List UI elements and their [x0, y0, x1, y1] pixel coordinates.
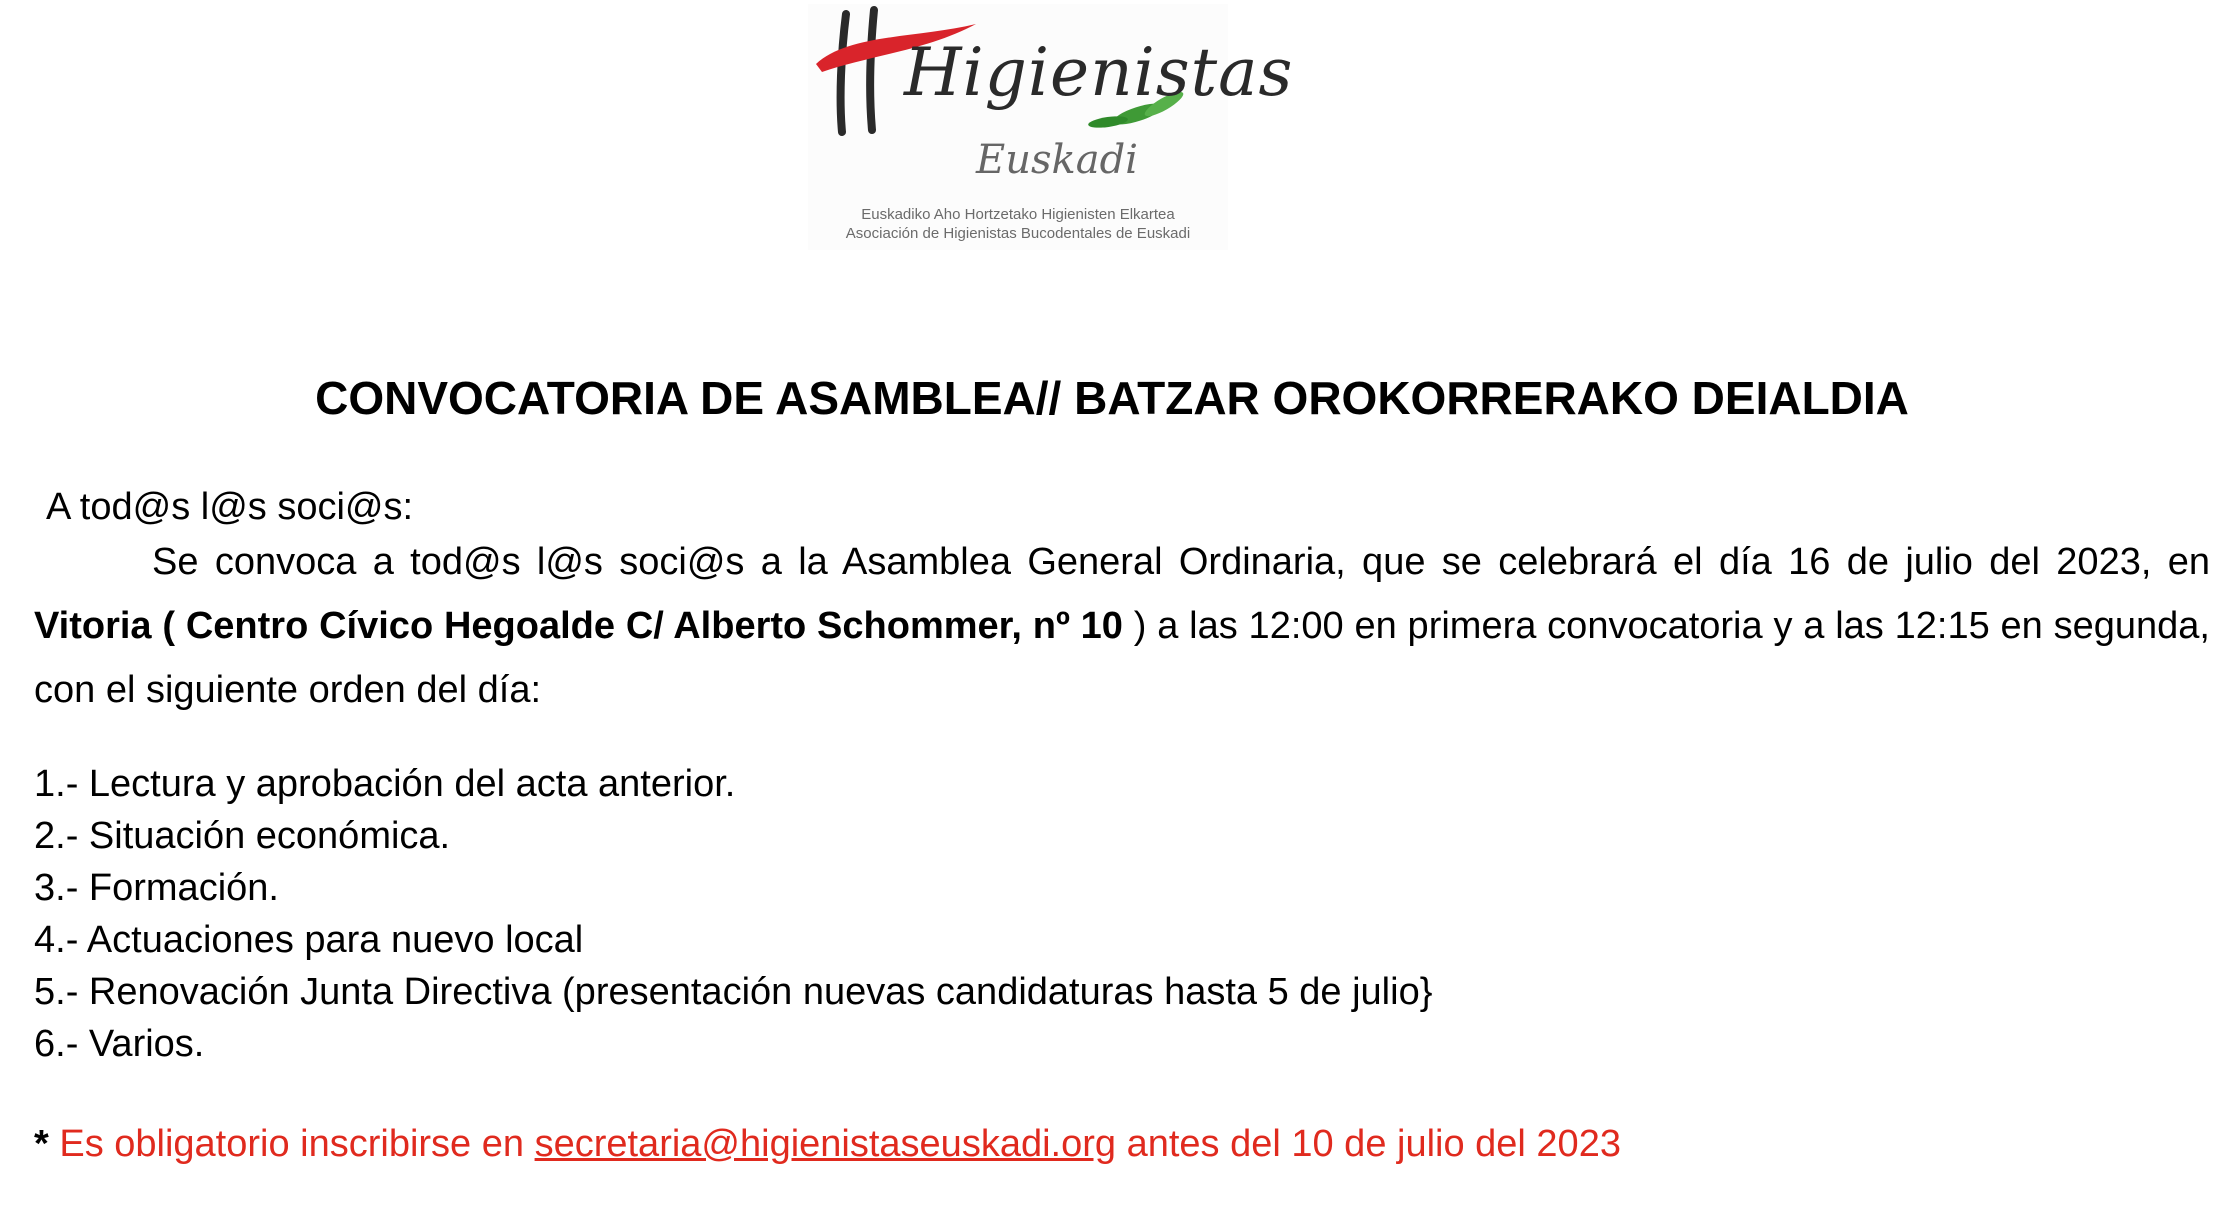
agenda-item: 6.- Varios.: [34, 1023, 205, 1065]
paragraph-text-2: ) a las 12:00 en primera convocatoria y a las 12:15 en segunda, con el siguiente orden del día:: [34, 605, 2210, 711]
agenda-item: 2.- Situación económica.: [34, 815, 451, 857]
agenda-list: [34, 758, 1432, 1070]
logo-wordmark: Higienistas: [904, 34, 1294, 111]
agenda-item: 3.- Formación.: [34, 867, 279, 909]
notice-text-1: Es obligatorio inscribirse en: [48, 1123, 535, 1165]
logo-region: Euskadi: [976, 137, 1138, 183]
asterisk: *: [34, 1123, 49, 1165]
meeting-city: Vitoria: [34, 605, 152, 647]
paragraph-text-1: Se convoca a tod@s l@s soci@s a la Asamblea General Ordinaria, que se celebrará el día 16 de julio del 2023, en: [152, 541, 2210, 583]
logo-h-left-stroke: [841, 14, 846, 132]
salutation: A tod@s l@s soci@s:: [46, 486, 414, 528]
secretary-email-link[interactable]: secretaria@higienistaseuskadi.org: [534, 1123, 1117, 1165]
convocation-paragraph: [34, 530, 2210, 722]
logo-subtitle-basque: Euskadiko Aho Hortzetako Higienisten Elkartea: [861, 206, 1175, 223]
agenda-item: 5.- Renovación Junta Directiva (presentación nuevas candidaturas hasta 5 de julio}: [34, 971, 1433, 1013]
agenda-item: 1.- Lectura y aprobación del acta anterior.: [34, 763, 736, 805]
notice-text-2: antes del 10 de julio del 2023: [1116, 1123, 1621, 1165]
logo-subtitle-spanish: Asociación de Higienistas Bucodentales de Euskadi: [845, 225, 1191, 242]
agenda-item: 4.- Actuaciones para nuevo local: [34, 919, 584, 961]
registration-notice: [34, 1118, 1621, 1170]
logo-h-right-stroke: [870, 10, 874, 130]
association-logo: [808, 4, 1294, 250]
document-title: CONVOCATORIA DE ASAMBLEA// BATZAR OROKORRERAKO DEIALDIA: [315, 372, 1909, 424]
meeting-venue: ( Centro Cívico Hegoalde C/ Alberto Schommer, nº 10: [151, 605, 1134, 647]
